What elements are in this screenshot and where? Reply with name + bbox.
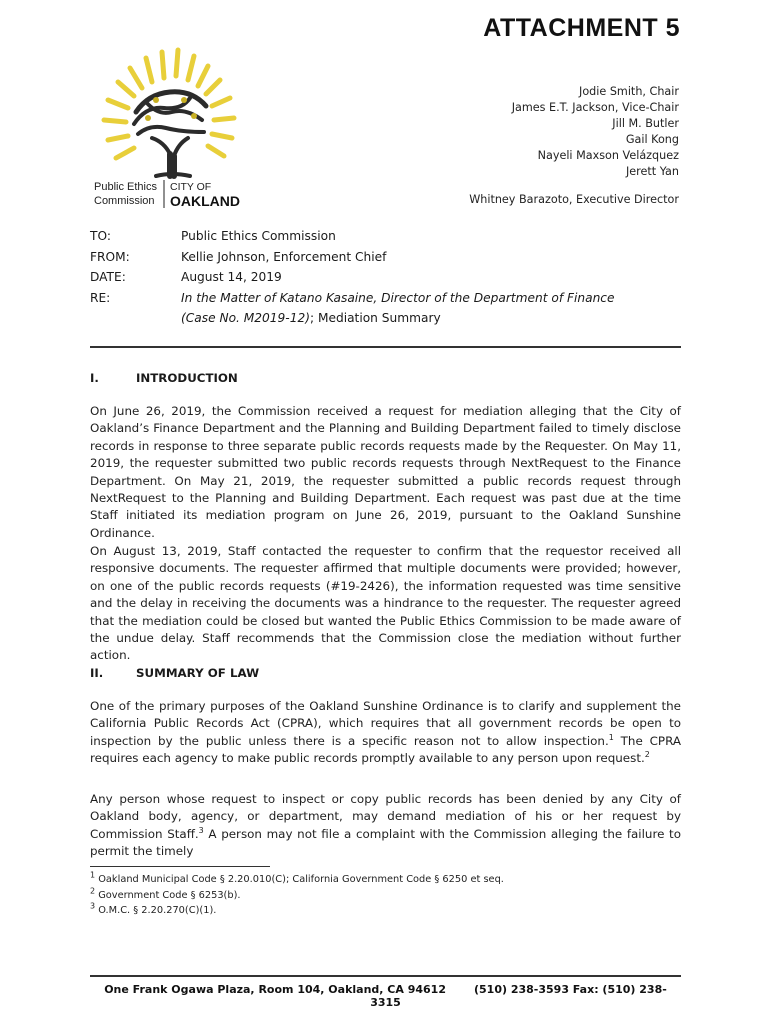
memo-re-row-2 bbox=[90, 308, 615, 329]
footnote-divider bbox=[90, 866, 270, 867]
footnote-ref-1[interactable]: 1 bbox=[608, 732, 614, 742]
footer-phone: (510) 238-3593 Fax: (510) 238-3315 bbox=[370, 983, 667, 1009]
commission-roster bbox=[469, 84, 679, 208]
roster-member: Nayeli Maxson Velázquez bbox=[537, 149, 679, 162]
page-footer bbox=[90, 983, 681, 1009]
memo-re-row bbox=[90, 288, 615, 309]
footnote: $^1$ Oakland Municipal Code § 2.20.010(C); California Government Code § 6250 et seq. bbox=[90, 870, 504, 885]
logo-city-line1: CITY OF bbox=[170, 181, 212, 193]
memo-re-line2 bbox=[181, 308, 441, 329]
footnote-ref-3[interactable]: 3 bbox=[198, 825, 204, 835]
memo-header bbox=[90, 226, 615, 329]
section-number: I. bbox=[90, 371, 99, 385]
memo-re-line1: In the Matter of Katano Kasaine, Director of the Department of Finance bbox=[181, 290, 615, 305]
memo-from-label: FROM: bbox=[90, 249, 130, 264]
sun-rays-icon bbox=[104, 50, 234, 158]
roster-member: Jodie Smith, Chair bbox=[579, 85, 679, 98]
paragraph-intro-2: On August 13, 2019, Staff contacted the requester to confirm that the requestor received all responsive documents. The requester affirmed that multiple documents were provided; however, on one of the public records requests (#19-2426), the information requested was time sensitive and the delay in receiving the documents was a hindrance to the requester. The requester agreed that the mediation could be closed but wanted the Public Ethics Commission to be made aware of the undue delay. Staff recommends that the Commission close the mediation without further action. bbox=[90, 544, 681, 663]
memo-to-row bbox=[90, 226, 615, 247]
roster-member: Gail Kong bbox=[625, 133, 679, 146]
section-title: SUMMARY OF LAW bbox=[136, 666, 260, 680]
section-introduction bbox=[90, 371, 238, 385]
footnotes bbox=[90, 872, 504, 919]
header-divider bbox=[90, 346, 681, 348]
footnote-ref-2[interactable]: 2 bbox=[644, 750, 650, 760]
roster-member: Jill M. Butler bbox=[612, 117, 679, 130]
roster-member: Jerett Yan bbox=[626, 165, 679, 178]
section-number: II. bbox=[90, 666, 104, 680]
memo-date-row bbox=[90, 267, 615, 288]
section-title: INTRODUCTION bbox=[136, 371, 238, 385]
logo-pec-line2: Commission bbox=[94, 195, 155, 207]
memo-re-summary: ; Mediation Summary bbox=[309, 311, 441, 325]
paragraph-intro-1: On June 26, 2019, the Commission received a request for mediation alleging that the City of Oakland’s Finance Department and the Planning and Building Department failed to timely disclose records in response to three separate public records requests made by the Requester. On May 11, 2019, the requester submitted two public records requests through NextRequest to the Finance Department. On May 21, 2019, the requester submitted a public records request through NextRequest to the Planning and Building Department. Each request was past due at the time Staff initiated its mediation program on June 26, 2019, pursuant to the Oakland Sunshine Ordinance. bbox=[90, 404, 681, 540]
memo-from-value: Kellie Johnson, Enforcement Chief bbox=[181, 249, 387, 264]
memo-date-label: DATE: bbox=[90, 270, 126, 284]
memo-re-label: RE: bbox=[90, 290, 111, 305]
memo-to-value: Public Ethics Commission bbox=[181, 229, 336, 243]
footnote: $^2$ Government Code § 6253(b). bbox=[90, 886, 241, 901]
paragraph-law-2: Any person whose request to inspect or copy public records has been denied by any City of Oakland body, agency, or department, may demand mediation of his or her request by Commission Staff.$^3$ A person may not file a complaint with the Commission alleging the failure to permit the timely bbox=[90, 792, 681, 859]
memo-from-row bbox=[90, 247, 615, 268]
footnote: $^3$ O.M.C. § 2.20.270(C)(1). bbox=[90, 901, 217, 916]
roster-member: James E.T. Jackson, Vice-Chair bbox=[511, 101, 679, 114]
pec-oakland-logo bbox=[86, 42, 286, 212]
footer-address: One Frank Ogawa Plaza, Room 104, Oakland, CA 94612 bbox=[104, 983, 446, 996]
footer-divider bbox=[90, 975, 681, 977]
logo-pec-line1: Public Ethics bbox=[94, 181, 157, 193]
attachment-title: ATTACHMENT 5 bbox=[483, 14, 680, 42]
memo-to-label: TO: bbox=[90, 229, 111, 243]
logo-city-line2: OAKLAND bbox=[170, 193, 240, 209]
oak-tree-icon bbox=[134, 92, 206, 176]
memo-date-value: August 14, 2019 bbox=[181, 270, 282, 284]
paragraph-law-1: One of the primary purposes of the Oakland Sunshine Ordinance is to clarify and supplement the California Public Records Act (CPRA), which requires that all government records be open to inspection by the public unless there is a specific reason not to allow inspection.$^1$ The CPRA requires each agency to make public records promptly available to any person upon request.$^2$ bbox=[90, 699, 681, 766]
memo-re-case: (Case No. M2019-12) bbox=[181, 311, 310, 325]
executive-director: Whitney Barazoto, Executive Director bbox=[469, 193, 679, 206]
section-summary-of-law bbox=[90, 666, 259, 680]
